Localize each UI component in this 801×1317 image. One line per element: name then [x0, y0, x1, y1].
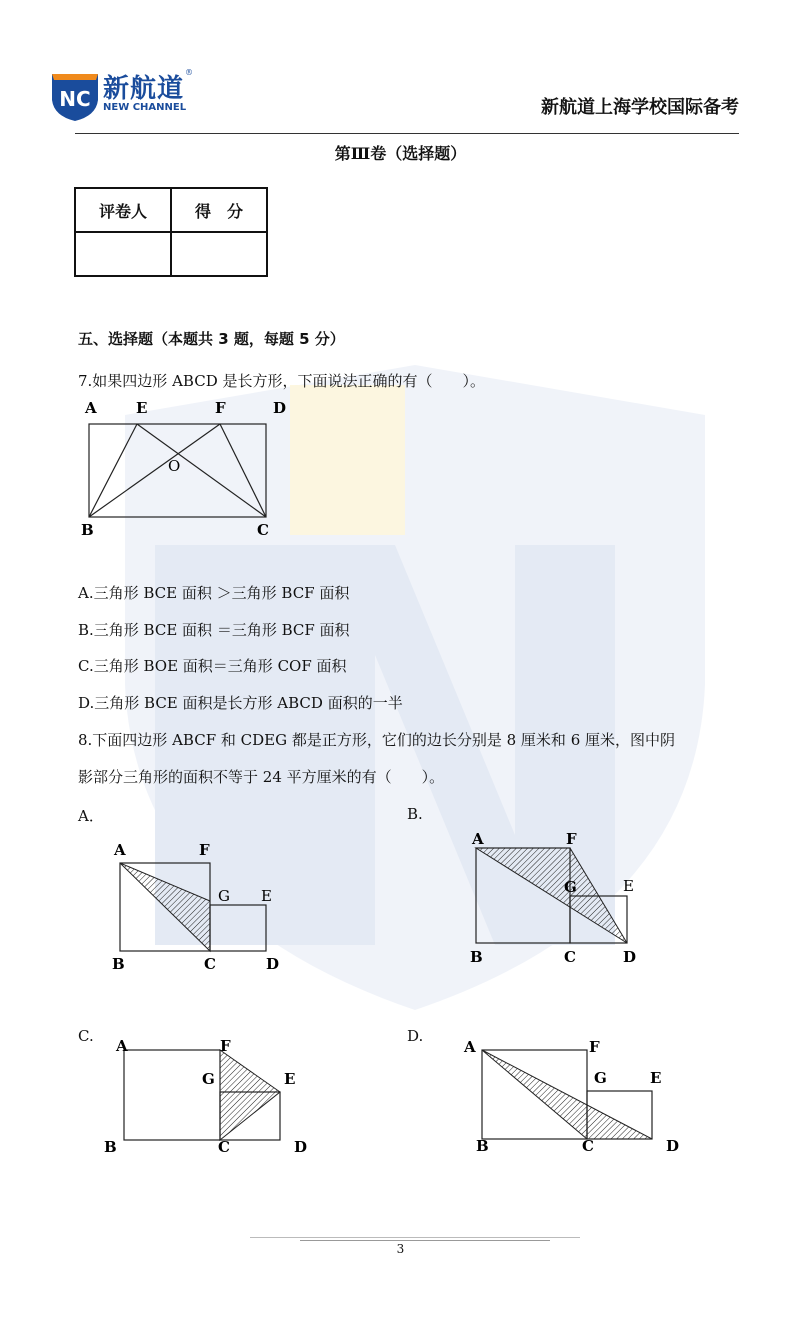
brand-name-cn: 新航道 [103, 74, 185, 104]
q8d-label-b: B [476, 1137, 489, 1155]
q7-label-f: F [215, 399, 226, 417]
q8-figure-b [460, 825, 660, 970]
q7-stem: 7.如果四边形 ABCD 是长方形，下面说法正确的有（ ）。 [78, 372, 485, 390]
q8c-label-b: B [104, 1138, 117, 1156]
section-heading: 五、选择题（本题共 3 题，每题 5 分） [78, 330, 345, 348]
q8a-label-e: E [261, 887, 272, 905]
q8a-label-c: C [204, 955, 216, 973]
q7-option-c: C.三角形 BOE 面积＝三角形 COF 面积 [78, 657, 347, 675]
q8-figure-c [100, 1035, 320, 1165]
logo-mark: NC [59, 87, 91, 111]
q8d-label-a: A [464, 1038, 476, 1056]
q8b-label-g: G [564, 878, 577, 896]
q7-line-bf [89, 424, 220, 517]
q8b-label-b: B [470, 948, 483, 966]
page-number: 3 [396, 1242, 405, 1256]
q8-choice-a-label: A． [78, 807, 104, 825]
q8b-label-a: A [472, 830, 484, 848]
q8-figure-d [460, 1035, 690, 1165]
q8a-shaded-triangle [120, 863, 210, 951]
q8a-label-g: G [218, 887, 230, 905]
q8b-label-e: E [623, 877, 634, 895]
q7-label-o: O [168, 457, 181, 475]
footer-line-bottom [300, 1240, 550, 1241]
q8d-label-d: D [666, 1137, 680, 1155]
q7-option-d: D.三角形 BCE 面积是长方形 ABCD 面积的一半 [78, 694, 403, 712]
q7-line-fc [220, 424, 266, 517]
q8a-label-a: A [114, 841, 126, 859]
q8a-label-b: B [112, 955, 125, 973]
q8-stem-line1: 8.下面四边形 ABCF 和 CDEG 都是正方形，它们的边长分别是 8 厘米和 6 厘米，图中阴 [78, 731, 676, 749]
q7-line-ec [137, 424, 266, 517]
reviewer-header: 评卷人 [75, 188, 171, 232]
q8d-label-g: G [594, 1069, 607, 1087]
score-cell [171, 232, 267, 276]
q8b-label-d: D [623, 948, 637, 966]
q8c-label-g: G [202, 1070, 215, 1088]
q8d-label-f: F [589, 1038, 600, 1056]
q8a-label-f: F [199, 841, 210, 859]
q7-line-be [89, 424, 137, 517]
q8-stem-line2: 影部分三角形的面积不等于 24 平方厘米的有（ ）。 [78, 768, 445, 786]
q8-figure-a [100, 835, 300, 975]
q8-choice-c-label: C. [78, 1027, 94, 1045]
q7-label-d: D [273, 399, 287, 417]
q8c-label-f: F [220, 1037, 231, 1055]
q7-label-b: B [81, 521, 94, 539]
q8b-label-c: C [564, 948, 576, 966]
brand-name-en: NEW CHANNEL [103, 102, 187, 113]
q8d-label-e: E [650, 1069, 662, 1087]
q8c-shaded-triangle [220, 1050, 280, 1140]
registered-mark: ® [185, 68, 193, 77]
header-divider [75, 133, 739, 134]
footer-line-top [250, 1237, 580, 1238]
q8c-label-a: A [116, 1037, 128, 1055]
reviewer-cell [75, 232, 171, 276]
q8a-label-d: D [266, 955, 280, 973]
score-header: 得 分 [171, 188, 267, 232]
q8c-label-c: C [218, 1138, 230, 1156]
q7-option-a: A.三角形 BCE 面积 ＞三角形 BCF 面积 [78, 584, 350, 602]
nc-logo-icon [50, 70, 100, 122]
paper-title: 第Ⅲ卷（选择题） [334, 144, 467, 163]
school-name: 新航道上海学校国际备考 [541, 97, 739, 118]
q8c-label-e: E [284, 1070, 296, 1088]
q8c-label-d: D [294, 1138, 308, 1156]
q8b-label-f: F [566, 830, 577, 848]
q7-label-e: E [136, 399, 148, 417]
q8-choice-d-label: D. [407, 1027, 424, 1045]
q7-figure [75, 395, 300, 545]
q7-label-c: C [257, 521, 269, 539]
score-table [74, 187, 268, 277]
q8d-label-c: C [582, 1137, 594, 1155]
q8d-shaded-triangle [482, 1050, 652, 1139]
q7-label-a: A [85, 399, 97, 417]
q8-choice-b-label: B. [407, 805, 423, 823]
q7-option-b: B.三角形 BCE 面积 ＝三角形 BCF 面积 [78, 621, 350, 639]
